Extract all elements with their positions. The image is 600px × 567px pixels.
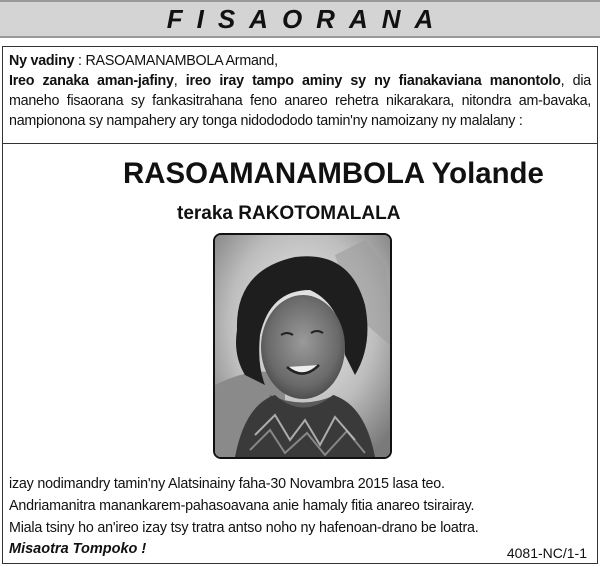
thanks-text: Misaotra Tompoko !	[9, 541, 147, 557]
closing-line-1: izay nodimandry tamin'ny Alatsinainy faha-30 Novambra 2015 lasa teo.	[9, 476, 445, 492]
widower-text: : RASOAMANAMBOLA Armand,	[74, 53, 278, 69]
widower-label: Ny vadiny	[9, 53, 75, 69]
portrait-image	[215, 235, 390, 457]
intro-rest: , dia maneho fisaorana sy fankasitrahana feno anareo rehetra nikarakara, nitondra am-bavaka, nampionona sy nampahery ary tonga nidodododo tamin'ny namoizany ny malalany :	[9, 73, 591, 129]
deceased-name: RASOAMANAMBOLA Yolande	[123, 157, 544, 190]
closing-paragraph	[9, 473, 593, 539]
children-label: Ireo zanaka aman-jafiny	[9, 73, 174, 89]
divider	[3, 143, 597, 144]
page-title: FISAORANA	[166, 3, 448, 34]
reference-code: 4081-NC/1-1	[506, 545, 587, 561]
header-banner	[0, 0, 600, 38]
separator: ,	[173, 73, 186, 89]
closing-line-2: Andriamanitra manankarem-pahasoavana anie hamaly fitia anareo tsirairay.	[9, 498, 475, 514]
siblings-label: ireo iray tampo aminy sy ny fianakaviana manontolo	[185, 73, 561, 89]
maiden-name: teraka RAKOTOMALALA	[177, 203, 401, 224]
portrait-photo	[213, 233, 392, 459]
intro-paragraph	[9, 51, 591, 131]
closing-line-3: Miala tsiny ho an'ireo izay tsy tratra antso noho ny hafenoan-drano be loatra.	[9, 520, 479, 536]
notice-frame	[2, 46, 598, 564]
